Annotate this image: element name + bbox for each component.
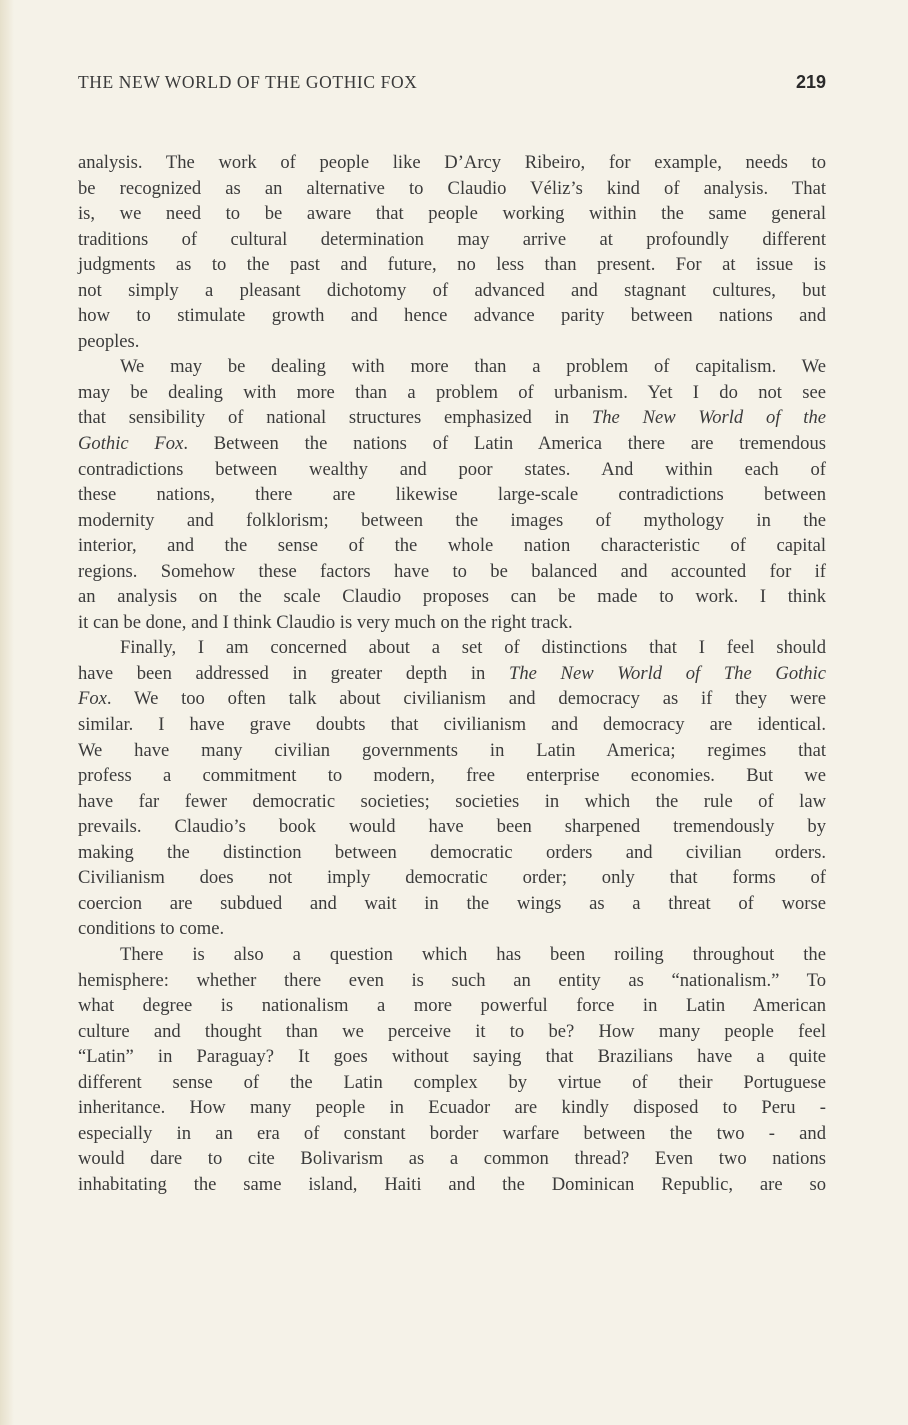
text-line [78,763,826,789]
text-line [78,789,826,815]
text-run: that sensibility of national structures emphasized in [78,407,592,429]
text-line [78,865,826,891]
text-line [78,942,826,968]
running-title: THE NEW WORLD OF THE GOTHIC FOX [78,72,418,92]
book-title-italic: Fox [78,688,107,710]
paragraph [78,150,826,354]
text-line [78,431,826,457]
text-line [78,1019,826,1045]
text-run: coercion are subdued and wait in the wings as a threat of worse [78,892,826,914]
text-run: have been addressed in greater depth in [78,662,509,684]
text-run: how to stimulate growth and hence advance parity between nations and [78,305,826,327]
text-line [78,176,826,202]
text-run: interior, and the sense of the whole nation characteristic of capital [78,535,826,557]
text-run: We may be dealing with more than a problem of capitalism. We [120,356,826,378]
text-run: similar. I have grave doubts that civilianism and democracy are identical. [78,714,826,736]
text-run: may be dealing with more than a problem of urbanism. Yet I do not see [78,381,826,403]
text-run: an analysis on the scale Claudio proposes can be made to work. I think [78,586,826,608]
text-run: . Between the nations of Latin America there are tremendous [183,433,826,455]
text-run: There is also a question which has been roiling throughout the [120,943,826,965]
text-line [78,533,826,559]
text-run: it can be done, and I think Claudio is very much on the right track. [78,611,573,633]
book-title-italic: The New World of The Gothic [509,662,826,684]
paragraph [78,942,826,1197]
page-number: 219 [795,72,826,92]
text-line [78,278,826,304]
text-line [78,1095,826,1121]
text-run: not simply a pleasant dichotomy of advanced and stagnant cultures, but [78,279,826,301]
text-run: what degree is nationalism a more powerful force in Latin American [78,995,826,1017]
text-run: regions. Somehow these factors have to be balanced and accounted for if [78,560,826,582]
text-line [78,968,826,994]
text-line [78,686,826,712]
text-run: especially in an era of constant border warfare between the two - and [78,1122,826,1144]
text-line [78,354,826,380]
text-line [78,201,826,227]
text-run: prevails. Claudio’s book would have been sharpened tremendously by [78,816,826,838]
text-line [78,457,826,483]
text-run: traditions of cultural determination may arrive at profoundly different [78,228,826,250]
text-line [78,891,826,917]
text-run: these nations, there are likewise large-scale contradictions between [78,484,826,506]
text-run: Finally, I am concerned about a set of distinctions that I feel should [120,637,826,659]
text-line [78,1121,826,1147]
text-line [78,584,826,610]
text-run: is, we need to be aware that people working within the same general [78,203,826,225]
text-run: inheritance. How many people in Ecuador are kindly disposed to Peru - [78,1097,826,1119]
text-run: conditions to come. [78,918,225,940]
text-run: have far fewer democratic societies; societies in which the rule of law [78,790,826,812]
text-line [78,303,826,329]
text-run: inhabitating the same island, Haiti and the Dominican Republic, are so [78,1173,826,1195]
text-run: peoples. [78,330,140,352]
text-line [78,635,826,661]
text-run: hemisphere: whether there even is such an entity as “nationalism.” To [78,969,826,991]
running-head [78,72,826,98]
text-run: . We too often talk about civilianism and democracy as if they were [106,688,826,710]
text-run: contradictions between wealthy and poor states. And within each of [78,458,826,480]
text-line [78,482,826,508]
text-line [78,1146,826,1172]
body-text [78,150,826,1197]
text-run: “Latin” in Paraguay? It goes without saying that Brazilians have a quite [78,1046,826,1068]
text-line [78,508,826,534]
text-run: judgments as to the past and future, no less than present. For at issue is [78,254,826,276]
book-title-italic: The New World of the [591,407,827,429]
text-run: different sense of the Latin complex by virtue of their Portuguese [78,1071,826,1093]
text-run: We have many civilian governments in Latin America; regimes that [78,739,826,761]
text-line [78,916,826,942]
text-line [78,380,826,406]
text-run: profess a commitment to modern, free enterprise economies. But we [78,765,826,787]
text-line [78,1070,826,1096]
text-line [78,1172,826,1198]
text-line [78,814,826,840]
text-run: be recognized as an alternative to Claudio Véliz’s kind of analysis. That [78,177,826,199]
text-run: modernity and folklorism; between the images of mythology in the [78,509,826,531]
text-line [78,150,826,176]
text-line [78,252,826,278]
text-run: analysis. The work of people like D’Arcy Ribeiro, for example, needs to [78,152,826,173]
text-line [78,712,826,738]
text-run: culture and thought than we perceive it to be? How many people feel [78,1020,826,1042]
text-line [78,993,826,1019]
text-run: Civilianism does not imply democratic order; only that forms of [78,867,826,889]
text-line [78,559,826,585]
paragraph [78,635,826,942]
text-line [78,840,826,866]
text-run: making the distinction between democratic orders and civilian orders. [78,841,826,863]
text-line [78,661,826,687]
text-line [78,738,826,764]
text-line [78,405,826,431]
text-run: would dare to cite Bolivarism as a common thread? Even two nations [78,1148,826,1170]
text-line [78,610,826,636]
text-line [78,329,826,355]
text-line [78,227,826,253]
paragraph [78,354,826,635]
page-gutter-shadow [0,0,14,1425]
book-title-italic: Gothic Fox [78,433,184,455]
text-line [78,1044,826,1070]
